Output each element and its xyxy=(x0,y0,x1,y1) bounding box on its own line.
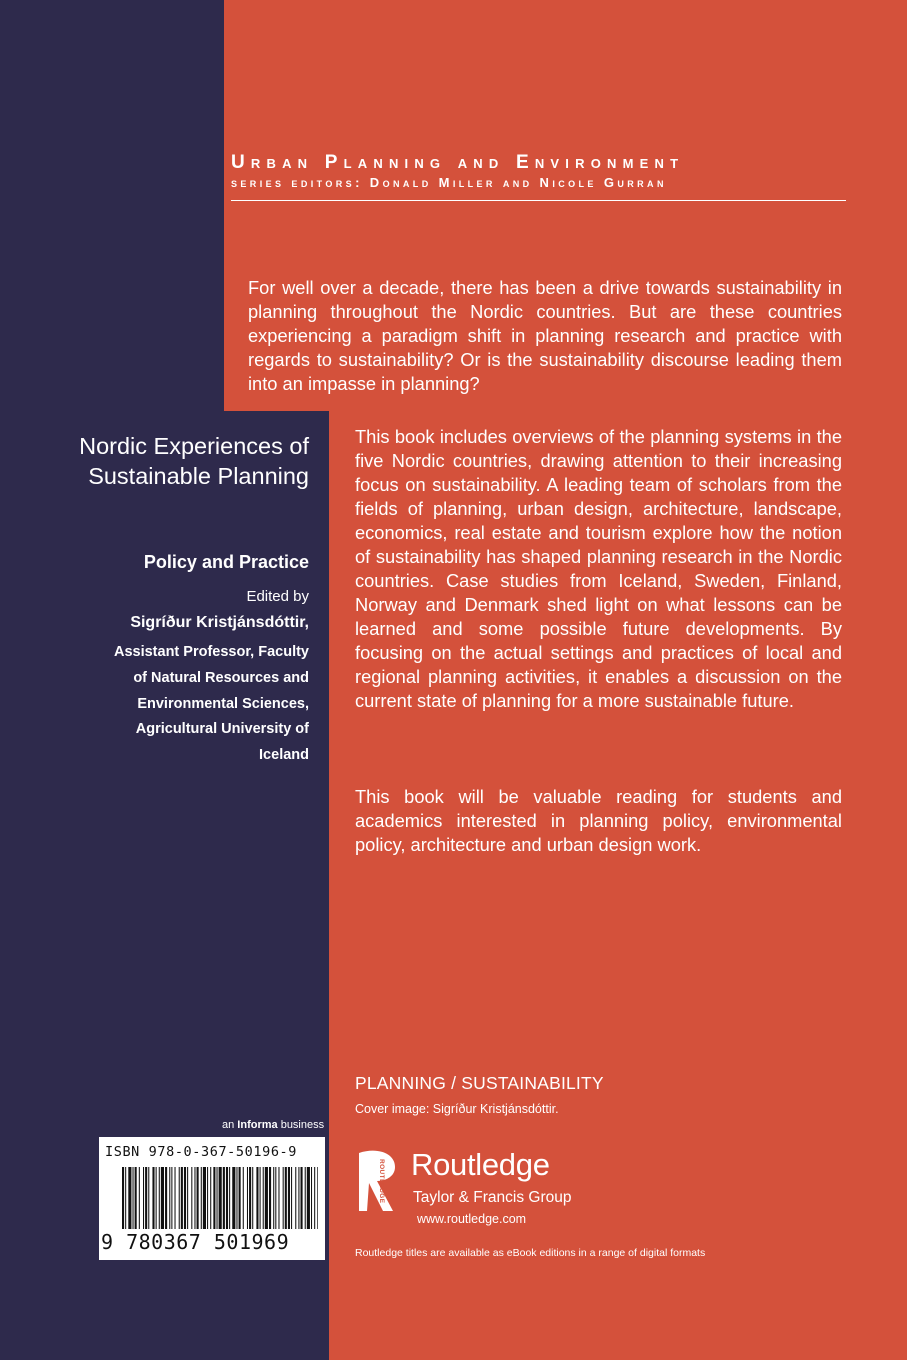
barcode-bar xyxy=(145,1167,147,1229)
barcode-bar xyxy=(236,1167,237,1229)
barcode-bar xyxy=(298,1167,299,1229)
barcode-bar xyxy=(187,1167,188,1229)
barcode-bar xyxy=(161,1167,164,1229)
barcode-bar xyxy=(283,1167,284,1229)
series-title: Urban Planning and Environment xyxy=(231,152,685,173)
barcode-bar xyxy=(184,1167,186,1229)
barcode-bar xyxy=(128,1167,131,1229)
ean-digits: 9 780367 501969 xyxy=(101,1230,290,1254)
barcode-bar xyxy=(285,1167,287,1229)
audience-paragraph: This book will be valuable reading for students and academics interested in planning policy, environmental policy, architecture and urban design work. xyxy=(355,786,842,855)
barcode-bar xyxy=(148,1167,149,1229)
barcode-bar xyxy=(249,1167,251,1229)
barcode-bar xyxy=(291,1167,292,1229)
barcode-bar xyxy=(156,1167,157,1229)
series-divider xyxy=(231,200,846,201)
barcode-bar xyxy=(301,1167,303,1229)
routledge-logo-icon xyxy=(355,1147,401,1215)
barcode-icon xyxy=(122,1167,318,1229)
informa-prefix: an xyxy=(222,1119,238,1131)
barcode-bar xyxy=(263,1167,264,1229)
barcode-bar xyxy=(171,1167,172,1229)
barcode-bar xyxy=(307,1167,310,1229)
barcode-bar xyxy=(288,1167,290,1229)
book-title: Nordic Experiences of Sustainable Planning xyxy=(79,433,309,489)
barcode-bar xyxy=(197,1167,199,1229)
book-subtitle: Policy and Practice xyxy=(143,552,309,572)
barcode-bar xyxy=(133,1167,134,1229)
barcode-bar xyxy=(295,1167,296,1229)
subject-category: PLANNING / SUSTAINABILITY xyxy=(355,1073,604,1093)
barcode xyxy=(99,1137,325,1260)
barcode-bar xyxy=(239,1167,241,1229)
barcode-bar xyxy=(311,1167,312,1229)
barcode-bar xyxy=(278,1167,279,1229)
isbn-label: ISBN 978-0-367-50196-9 xyxy=(105,1144,298,1160)
series-editors: series editors: Donald Miller and Nicole Gurran xyxy=(231,175,667,190)
barcode-bar xyxy=(305,1167,306,1229)
barcode-bar xyxy=(179,1167,180,1229)
editor-affiliation: Assistant Professor, Faculty of Natural Resources and Environmental Sciences, Agricultural University of Iceland xyxy=(113,644,309,764)
barcode-bar xyxy=(229,1167,230,1229)
barcode-bar xyxy=(247,1167,248,1229)
barcode-bar xyxy=(252,1167,253,1229)
edited-by-label: Edited by xyxy=(246,588,309,605)
editor-name: Sigríður Kristjánsdóttir, xyxy=(130,614,309,631)
logo-vertical-text: ROUTLEDGE xyxy=(378,1159,385,1204)
barcode-bar xyxy=(165,1167,167,1229)
barcode-bar xyxy=(194,1167,195,1229)
barcode-bar xyxy=(135,1167,137,1229)
informa-brand: Informa xyxy=(237,1119,278,1131)
barcode-bar xyxy=(213,1167,215,1229)
barcode-bar xyxy=(181,1167,183,1229)
publisher-name: Routledge xyxy=(411,1147,550,1182)
barcode-bar xyxy=(314,1167,315,1229)
barcode-bar xyxy=(152,1167,154,1229)
barcode-bar xyxy=(269,1167,271,1229)
ebook-note: Routledge titles are available as eBook editions in a range of digital formats xyxy=(355,1247,706,1259)
barcode-bar xyxy=(143,1167,144,1229)
barcode-bar xyxy=(219,1167,222,1229)
intro-paragraph: For well over a decade, there has been a drive towards sustainability in planning throughout the Nordic countries. But are these countries experiencing a paradigm shift in planning research and practice with regards to sustainability? Or is the sustainability discourse leading them into an impasse in planning? xyxy=(248,277,842,394)
barcode-bar xyxy=(207,1167,208,1229)
barcode-bar xyxy=(275,1167,276,1229)
barcode-bar xyxy=(232,1167,235,1229)
barcode-bar xyxy=(317,1167,318,1229)
barcode-bar xyxy=(260,1167,261,1229)
description-paragraph: This book includes overviews of the planning systems in the five Nordic countries, drawing attention to their increasing focus on sustainability. A leading team of scholars from the fields of planning, urban design, architecture, landscape, economics, real estate and tourism explore how the notion of sustainability has shaped planning research in the Nordic countries. Case studies from Iceland, Sweden, Finland, Norway and Denmark shed light on what lessons can be learned and some possible future developments. By focusing on the actual settings and practices of local and regional planning activities, it enables a discussion on the current state of planning for a more sustainable future. xyxy=(355,426,842,711)
barcode-bar xyxy=(125,1167,126,1229)
publisher-group: Taylor & Francis Group xyxy=(413,1189,572,1206)
publisher-url: www.routledge.com xyxy=(417,1212,527,1226)
barcode-bar xyxy=(273,1167,274,1229)
barcode-bar xyxy=(210,1167,211,1229)
barcode-bar xyxy=(265,1167,268,1229)
barcode-bar xyxy=(243,1167,244,1229)
barcode-bar xyxy=(223,1167,225,1229)
barcode-bar xyxy=(226,1167,228,1229)
informa-suffix: business xyxy=(277,1119,325,1131)
informa-business-label xyxy=(222,1119,324,1131)
barcode-bar xyxy=(122,1167,124,1229)
barcode-bar xyxy=(169,1167,170,1229)
cover-credit: Cover image: Sigríður Kristjánsdóttir. xyxy=(355,1102,559,1116)
barcode-bar xyxy=(256,1167,258,1229)
barcode-bar xyxy=(203,1167,206,1229)
barcode-bar xyxy=(159,1167,160,1229)
barcode-bar xyxy=(175,1167,176,1229)
barcode-bar xyxy=(217,1167,218,1229)
publisher-logo xyxy=(355,1147,605,1232)
barcode-bar xyxy=(139,1167,140,1229)
barcode-bar xyxy=(201,1167,202,1229)
barcode-bar xyxy=(191,1167,192,1229)
